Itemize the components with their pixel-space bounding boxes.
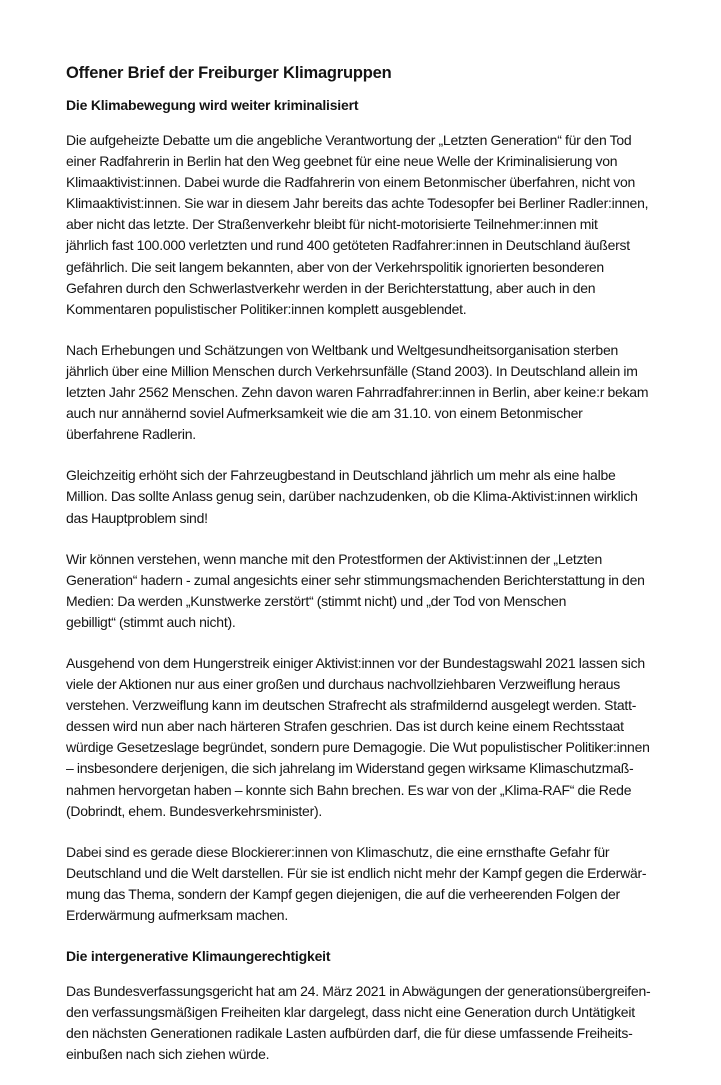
text-line: jährlich über eine Million Menschen durch Verkehrsunfälle (Stand 2003). In Deutschland allein im — [66, 362, 638, 379]
document-page — [66, 62, 706, 1085]
document-title: Offener Brief der Freiburger Klimagruppen — [66, 64, 392, 82]
paragraph-debatte — [66, 130, 706, 320]
text-line: verstehen. Verzweiflung kann im deutschen Strafrecht als strafmildernd ausgelegt werden. Statt- — [66, 697, 637, 714]
text-line: überfahrene Radlerin. — [66, 426, 196, 443]
text-line: würdige Gesetzeslage begründet, sondern pure Demagogie. Die Wut populistischer Politiker:innen — [66, 739, 650, 756]
paragraph-protestformen — [66, 549, 706, 633]
text-line: den nächsten Generationen radikale Lasten aufbürden darf, die für diese umfassende Freiheits- — [66, 1025, 633, 1042]
text-line: nahmen hervorgetan haben – konnte sich Bahn brechen. Es war von der „Klima-RAF“ die Rede — [66, 781, 632, 798]
text-line: dessen wird nun aber nach härteren Strafen geschrien. Das ist durch keine einem Rechtsstaat — [66, 718, 624, 735]
text-line: den verfassungsmäßigen Freiheiten klar dargelegt, dass nicht eine Generation durch Untätigkeit — [66, 1004, 635, 1021]
paragraph-bundesverfassungsgericht — [66, 981, 706, 1065]
text-line: einbußen nach sich ziehen würde. — [66, 1046, 270, 1063]
text-line: – insbesondere derjenigen, die sich jahrelang im Widerstand gegen wirksame Klimaschutzmaß- — [66, 760, 634, 777]
section-kriminalisierung — [66, 95, 706, 926]
text-line: letzten Jahr 2562 Menschen. Zehn davon waren Fahrradfahrer:innen in Berlin, aber keine:r bekam — [66, 384, 649, 401]
text-line: Medien: Da werden „Kunstwerke zerstört“ (stimmt nicht) und „der Tod von Menschen — [66, 592, 567, 609]
text-line: einer Radfahrerin in Berlin hat den Weg geebnet für eine neue Welle der Kriminalisierung von — [66, 153, 618, 170]
text-line: aber nicht das letzte. Der Straßenverkehr bleibt für nicht-motorisierte Teilnehmer:innen mit — [66, 216, 598, 233]
text-line: gebilligt“ (stimmt auch nicht). — [66, 613, 236, 630]
text-line: Klimaaktivist:innen. Sie war in diesem Jahr bereits das achte Todesopfer bei Berliner Radler:innen, — [66, 195, 649, 212]
text-line: Das Bundesverfassungsgericht hat am 24. März 2021 in Abwägungen der generationsübergreifen- — [66, 983, 651, 1000]
text-line: jährlich fast 100.000 verletzten und rund 400 getöteten Radfahrer:innen in Deutschland äußerst — [66, 237, 630, 254]
text-line: Wir können verstehen, wenn manche mit den Protestformen der Aktivist:innen der „Letzten — [66, 550, 603, 567]
paragraph-hungerstreik — [66, 653, 706, 822]
text-line: viele der Aktionen nur aus einer großen und durchaus nachvollziehbaren Verzweiflung heraus — [66, 676, 621, 693]
paragraph-fahrzeugbestand — [66, 465, 706, 528]
paragraph-blockierer — [66, 842, 706, 926]
text-line: Gefahren durch den Schwerlastverkehr werden in der Berichterstattung, aber auch in den — [66, 279, 596, 296]
text-line: (Dobrindt, ehem. Bundesverkehrsminister). — [66, 802, 323, 819]
text-line: Gleichzeitig erhöht sich der Fahrzeugbestand in Deutschland jährlich um mehr als eine halbe — [66, 467, 616, 484]
text-line: Kommentaren populistischer Politiker:innen komplett ausgeblendet. — [66, 300, 467, 317]
section-heading: Die intergenerative Klimaungerechtigkeit — [66, 948, 331, 965]
text-line: Klimaaktivist:innen. Dabei wurde die Radfahrerin von einem Betonmischer überfahren, nicht von — [66, 174, 636, 191]
text-line: Nach Erhebungen und Schätzungen von Weltbank und Weltgesundheitsorganisation sterben — [66, 341, 619, 358]
text-line: das Hauptproblem sind! — [66, 509, 208, 526]
paragraph-verkehrsunfaelle — [66, 340, 706, 445]
text-line: Ausgehend von dem Hungerstreik einiger Aktivist:innen vor der Bundestagswahl 2021 lassen sich — [66, 654, 645, 671]
text-line: Deutschland und die Welt darstellen. Für sie ist endlich nicht mehr der Kampf gegen die Erderwär- — [66, 864, 647, 881]
text-line: Erderwärmung aufmerksam machen. — [66, 907, 288, 923]
text-line: Generation“ hadern - zumal angesichts einer sehr stimmungsmachenden Berichterstattung in den — [66, 571, 645, 588]
text-line: auch nur annähernd soviel Aufmerksamkeit wie die am 31.10. von einem Betonmischer — [66, 405, 583, 422]
text-line: mung das Thema, sondern der Kampf gegen diejenigen, die auf die verheerenden Folgen der — [66, 885, 620, 902]
section-klimaungerechtigkeit — [66, 946, 706, 1065]
text-line: Dabei sind es gerade diese Blockierer:innen von Klimaschutz, die eine ernsthafte Gefahr für — [66, 843, 610, 860]
text-line: gefährlich. Die seit langem bekannten, aber von der Verkehrspolitik ignorierten besonderen — [66, 258, 604, 275]
text-line: Die aufgeheizte Debatte um die angebliche Verantwortung der „Letzten Generation“ für den Tod — [66, 132, 632, 148]
text-line: Million. Das sollte Anlass genug sein, darüber nachzudenken, ob die Klima-Aktivist:innen wirklich — [66, 488, 638, 505]
section-heading: Die Klimabewegung wird weiter kriminalisiert — [66, 97, 359, 113]
